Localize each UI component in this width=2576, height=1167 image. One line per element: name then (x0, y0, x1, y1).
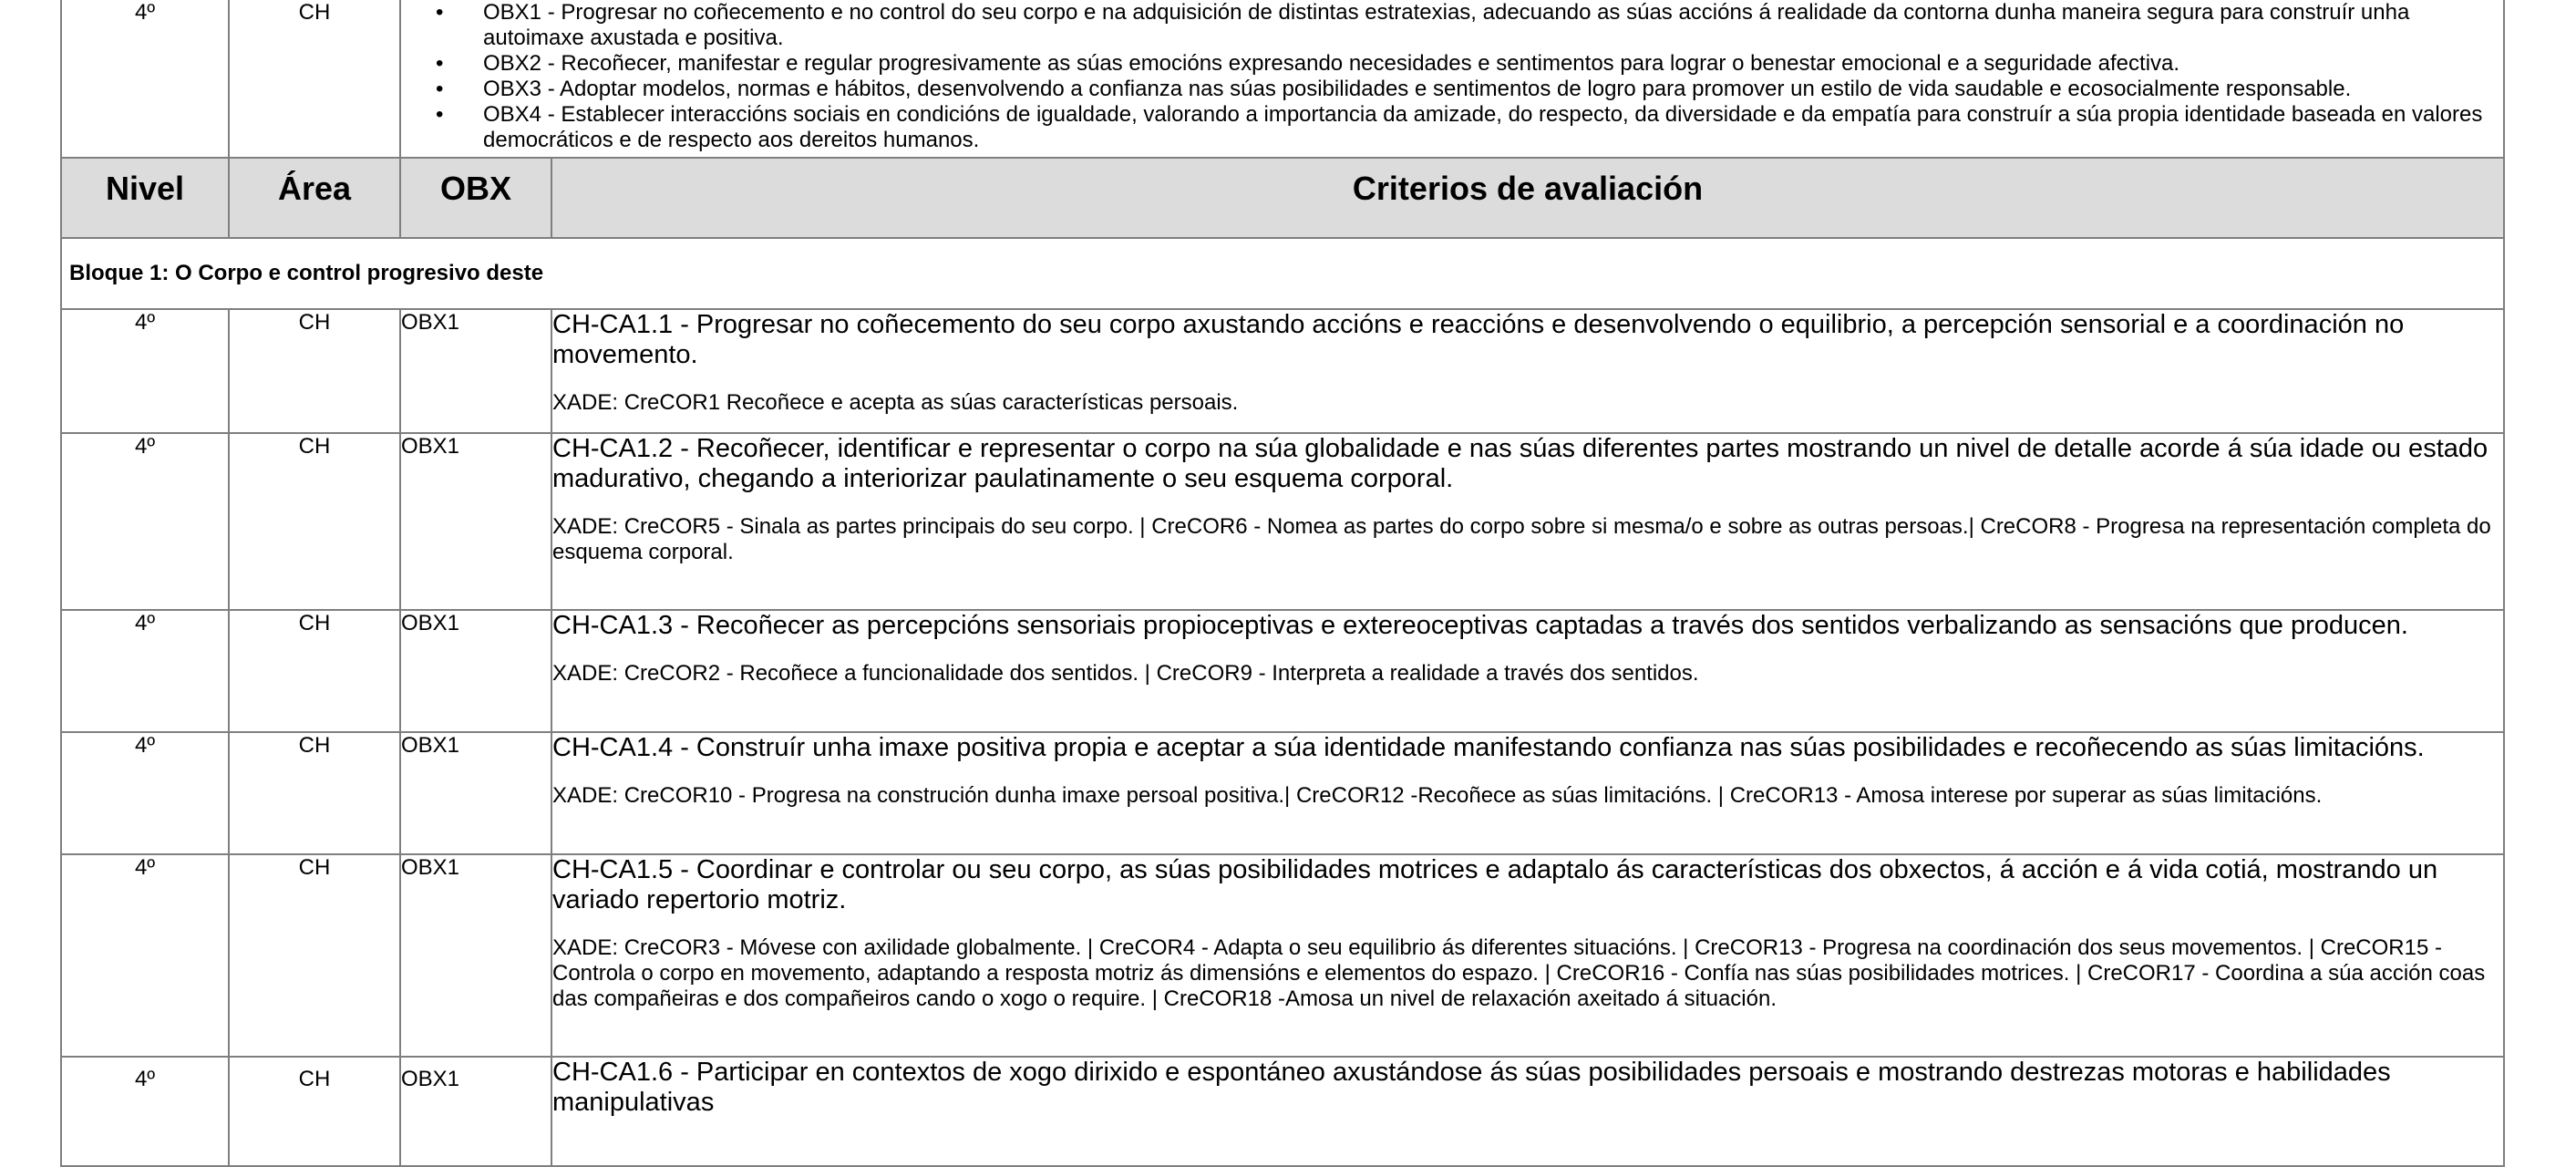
row-area: CH (229, 309, 400, 433)
row-nivel: 4º (61, 433, 229, 610)
criterion-text: CH-CA1.5 - Coordinar e controlar ou seu corpo, as súas posibilidades motrices e adaptalo ás características dos obxectos, á acción e á vida cotiá, mostrando un variado repertorio motriz. (552, 855, 2438, 914)
xade-text: XADE: CreCOR1 Recoñece e acepta as súas características persoais. (552, 390, 1239, 415)
row-obx: OBX1 (400, 854, 551, 1057)
xade-text: XADE: CreCOR5 - Sinala as partes principais do seu corpo. | CreCOR6 - Nomea as partes do corpo sobre si mesma/o e sobre as outras persoas.| CreCOR8 - Progresa na representación completa do esquema corporal. (552, 514, 2491, 564)
area-cell: CH (229, 0, 400, 158)
row-nivel: 4º (61, 854, 229, 1057)
header-obx: OBX (400, 158, 551, 238)
xade-text: XADE: CreCOR10 - Progresa na construción dunha imaxe persoal positiva.| CreCOR12 -Recoñece as súas limitacións. | CreCOR13 - Amosa interese por superar as súas limitacións. (552, 783, 2323, 808)
block-title: Bloque 1: O Corpo e control progresivo deste (61, 238, 2504, 309)
nivel-cell: 4º (61, 0, 229, 158)
row-nivel: 4º (61, 309, 229, 433)
table-header-row (61, 158, 2504, 238)
row-obx: OBX1 (400, 1057, 551, 1166)
row-criterion-cell (551, 1057, 2504, 1166)
row-obx: OBX1 (400, 732, 551, 854)
row-area: CH (229, 854, 400, 1057)
header-criterios: Criterios de avaliación (551, 158, 2504, 238)
row-nivel: 4º (61, 1057, 229, 1166)
row-criterion-cell (551, 732, 2504, 854)
criterion-text: CH-CA1.6 - Participar en contextos de xogo dirixido e espontáneo axustándose ás súas posibilidades persoais e mostrando destrezas motoras e habilidades manipulativas (552, 1058, 2391, 1117)
row-criterion-cell (551, 433, 2504, 610)
row-nivel: 4º (61, 610, 229, 732)
table-row (61, 854, 2504, 1057)
header-nivel: Nivel (61, 158, 229, 238)
table-row (61, 610, 2504, 732)
row-area: CH (229, 610, 400, 732)
objective-item: • OBX1 - Progresar no coñecemento e no control do seu corpo e na adquisición de distintas estratexias, adecuando as súas accións á realidade da contorna dunha maneira segura para construír unha autoimaxe axustada e positiva. (401, 0, 2494, 51)
row-area: CH (229, 732, 400, 854)
xade-text: XADE: CreCOR2 - Recoñece a funcionalidade dos sentidos. | CreCOR9 - Interpreta a realidade a través dos sentidos. (552, 661, 1699, 686)
criterion-text: CH-CA1.1 - Progresar no coñecemento do seu corpo axustando accións e reaccións e desenvolvendo o equilibrio, a percepción sensorial e a coordinación no movemento. (552, 310, 2405, 369)
objective-item: • OBX4 - Establecer interaccións sociais en condicións de igualdade, valorando a importancia da amizade, do respecto, da diversidade e da empatía para construír a súa propia identidade baseada en valores democráticos e de respecto aos dereitos humanos. (401, 102, 2494, 153)
table-row (61, 309, 2504, 433)
criterion-text: CH-CA1.3 - Recoñecer as percepcións sensoriais propioceptivas e extereoceptivas captadas a través dos sentidos verbalizando as sensacións que producen. (552, 611, 2408, 640)
table-row (61, 433, 2504, 610)
row-criterion-cell (551, 854, 2504, 1057)
row-nivel: 4º (61, 732, 229, 854)
objectives-cell (400, 0, 2504, 158)
objective-item: • OBX2 - Recoñecer, manifestar e regular progresivamente as súas emocións expresando necesidades e sentimentos para lograr o benestar emocional e a seguridade afectiva. (401, 51, 2494, 77)
row-criterion-cell (551, 309, 2504, 433)
objectives-row (61, 0, 2504, 158)
evaluation-criteria-table (60, 0, 2505, 1167)
header-area: Área (229, 158, 400, 238)
table-row (61, 732, 2504, 854)
row-criterion-cell (551, 610, 2504, 732)
row-area: CH (229, 1057, 400, 1166)
row-obx: OBX1 (400, 610, 551, 732)
row-area: CH (229, 433, 400, 610)
row-obx: OBX1 (400, 433, 551, 610)
block-title-row (61, 238, 2504, 309)
criterion-text: CH-CA1.2 - Recoñecer, identificar e representar o corpo na súa globalidade e nas súas diferentes partes mostrando un nivel de detalle acorde á súa idade ou estado madurativo, chegando a interiorizar paulatinamente o seu esquema corporal. (552, 434, 2488, 493)
criterion-text: CH-CA1.4 - Construír unha imaxe positiva propia e aceptar a súa identidade manifestando confianza nas súas posibilidades e recoñecendo as súas limitacións. (552, 733, 2425, 762)
objective-item: • OBX3 - Adoptar modelos, normas e hábitos, desenvolvendo a confianza nas súas posibilidades e sentimentos de logro para promover un estilo de vida saudable e ecosocialmente responsable. (401, 77, 2494, 102)
xade-text: XADE: CreCOR3 - Móvese con axilidade globalmente. | CreCOR4 - Adapta o seu equilibrio ás diferentes situacións. | CreCOR13 - Progresa na coordinación dos seus movementos. | CreCOR15 - Controla o corpo en movemento, adaptando a resposta motriz ás dimensións e elementos do espazo. | CreCOR16 - Confía nas súas posibilidades motrices. | CreCOR17 - Coordina a súa acción coas das compañeiras e dos compañeiros cando o xogo o require. | CreCOR18 -Amosa un nivel de relaxación axeitado á situación. (552, 935, 2486, 1011)
table-row (61, 1057, 2504, 1166)
row-obx: OBX1 (400, 309, 551, 433)
objectives-list (401, 0, 2494, 153)
